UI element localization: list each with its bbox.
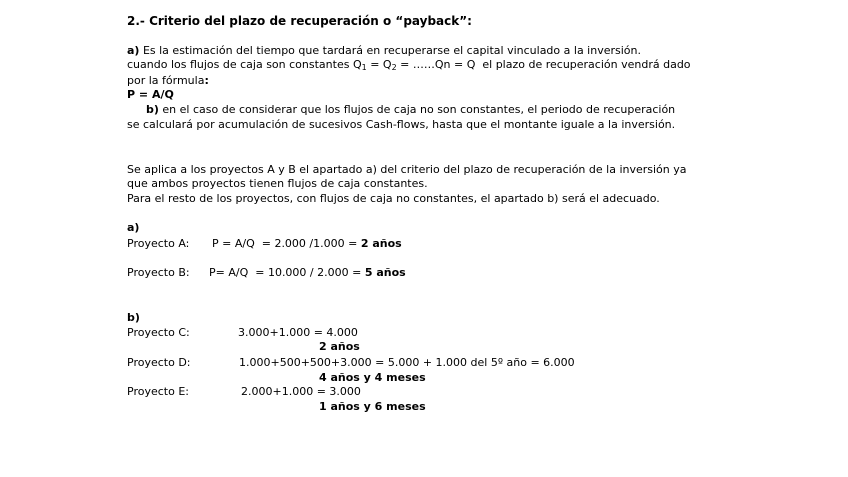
formula: P = A/Q (127, 88, 174, 101)
result-text: 2 años (360, 237, 402, 250)
project-a-row (127, 237, 189, 251)
definition-b-line-2: se calculará por acumulación de sucesivos Cash-flows, hasta que el montante iguale a la inversión. (127, 118, 676, 131)
project-c-result: 2 años (319, 340, 360, 353)
project-d-name: Proyecto D: (127, 356, 191, 369)
application-line-3: Para el resto de los proyectos, con flujos de caja no constantes, el apartado b) será el adecuado. (127, 192, 660, 205)
calc-text: P = A/Q = 2.000 /1.000 = (212, 237, 361, 250)
section-heading: 2.- Criterio del plazo de recuperación o “payback”: (127, 14, 472, 28)
project-a-calc (212, 237, 402, 251)
project-name: Proyecto A: (127, 237, 190, 250)
section-a-label: a) (127, 221, 140, 234)
definition-line-2 (127, 58, 691, 72)
subscript: 2 (391, 63, 397, 72)
definition-b (146, 103, 675, 117)
project-d-result: 4 años y 4 meses (319, 371, 426, 384)
text-fragment: por la fórmula (127, 74, 205, 87)
text-fragment: = Q (366, 58, 392, 71)
application-line-1: Se aplica a los proyectos A y B el apartado a) del criterio del plazo de recuperación de la inversión ya (127, 163, 687, 176)
project-e-calc: 2.000+1.000 = 3.000 (241, 385, 361, 398)
result-text: 5 años (364, 266, 406, 279)
project-b-calc (209, 266, 406, 280)
project-d-calc: 1.000+500+500+3.000 = 5.000 + 1.000 del 5º año = 6.000 (239, 356, 575, 369)
section-b-label: b) (127, 311, 140, 324)
calc-text: P= A/Q = 10.000 / 2.000 = (209, 266, 365, 279)
project-c-name: Proyecto C: (127, 326, 190, 339)
text-fragment: = ……Qn = Q el plazo de recuperación vendrá dado (396, 58, 691, 71)
definition-line-3 (127, 74, 209, 88)
application-line-2: que ambos proyectos tienen flujos de caja constantes. (127, 177, 428, 190)
marker-a: a) (127, 44, 140, 57)
subscript: 1 (361, 63, 367, 72)
project-name: Proyecto B: (127, 266, 190, 279)
definition-b-text: en el caso de considerar que los flujos de caja no son constantes, el periodo de recuperación (158, 103, 676, 116)
text-fragment: cuando los flujos de caja son constantes Q (127, 58, 362, 71)
project-e-result: 1 años y 6 meses (319, 400, 426, 413)
project-e-name: Proyecto E: (127, 385, 189, 398)
project-b-row (127, 266, 190, 280)
text-fragment: : (204, 74, 209, 87)
definition-a (127, 44, 641, 58)
project-c-calc: 3.000+1.000 = 4.000 (238, 326, 358, 339)
marker-b: b) (146, 103, 159, 116)
definition-a-text: Es la estimación del tiempo que tardará en recuperarse el capital vinculado a la inversión. (139, 44, 641, 57)
